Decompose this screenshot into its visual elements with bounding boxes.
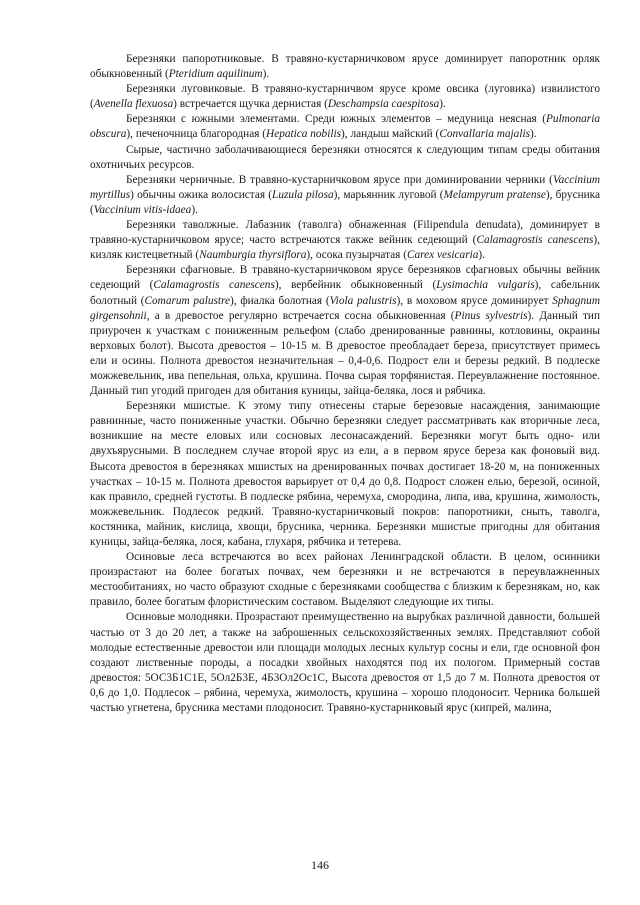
- latin-name: Melampyrum pratense: [443, 188, 546, 201]
- paragraph: [90, 143, 600, 173]
- paragraph: [90, 112, 600, 142]
- text-run: Березняки луговиковые. В травяно-кустарничвом ярусе кроме овсика (луговика) извилистого (: [90, 83, 600, 111]
- paragraph: [90, 263, 600, 399]
- latin-name: Lysimachia vulgaris: [436, 279, 535, 292]
- latin-name: Naumburgia thyrsiflora: [199, 249, 307, 262]
- text-run: ).: [191, 203, 198, 216]
- text-run: ), вербейник обыкновенный (: [274, 279, 437, 292]
- text-run: Осиновые леса встречаются во всех районах Ленинградской области. В целом, осинники произрастают на более богатых почвах, чем березняки и не встречаются в переувлажненных местообитаниях, но часто образуют сходные с березняками сообщества с близким к березнякам, но, как правило, более богатым флористическим составом. Выделяют следующие их типы.: [90, 551, 600, 609]
- text-run: ), кизляк кистецветный (: [90, 234, 600, 262]
- text-run: ) встречается щучка дернистая (: [173, 98, 328, 111]
- text-run: ), фиалка болотная (: [230, 294, 330, 307]
- latin-name: Vaccinium myrtillus: [90, 173, 600, 201]
- latin-name: Pulmonaria obscura: [90, 113, 600, 141]
- latin-name: Vaccinium vitis-idaea: [93, 203, 192, 216]
- page-number: 146: [311, 858, 329, 872]
- text-run: ).: [478, 249, 485, 262]
- text-run: Березняки черничные. В травяно-кустарничковом ярусе при доминировании черники (: [126, 173, 553, 186]
- text-run: Березняки сфагновые. В травяно-кустарничковом ярусе березняков сфагновых обычны вейник седеющий (: [90, 264, 600, 292]
- text-run: , а в древостое регулярно встречается сосна обыкновенная (: [146, 309, 455, 322]
- text-run: Березняки таволжные. Лабазник (таволга) обнаженная (Filipendula denudata), доминирует в травяно-кустарничковом ярусе; часто встречаются также вейник седеющий (: [90, 219, 600, 247]
- text-run: Березняки папоротниковые. В травяно-кустарничковом ярусе доминирует папоротник орляк обыкновенный (: [90, 53, 600, 81]
- latin-name: Pinus sylvestris: [454, 309, 528, 322]
- text-run: ).: [262, 68, 270, 81]
- paragraph: [90, 218, 600, 263]
- latin-name: Pteridium aquilinum: [168, 68, 263, 81]
- text-run: ), печеночница благородная (: [126, 128, 267, 141]
- paragraph: [90, 399, 600, 550]
- text-run: ).: [530, 128, 537, 141]
- latin-name: Carex vesicaria: [406, 249, 479, 262]
- page-body: [90, 52, 600, 716]
- latin-name: Calamagrostis canescens: [153, 279, 275, 292]
- paragraph: [90, 173, 600, 218]
- text-run: ), в моховом ярусе доминирует: [396, 294, 553, 307]
- text-run: Осиновые молодняки. Прозрастают преимущественно на вырубках различной давности, большей частью от 3 до 20 лет, а также на заброшенных сельскохозяйственных землях. Представляют собой молодые естественные древостои или площади молодых лесных культур сосны и ели, где основной фон создают лиственные породы, а посадки хвойных находятся под их пологом. Примерный состав древостоя: 5ОС3Б1С1Е, 5Ол2Б3Е, 4Б3Ол2Ос1С, Высота древостоя от 1,5 до 7 м. Полнота древостоя от 0,6 до 1,0. Подлесок – рябина, черемуха, жимолость, крушина – хорошо плодоносит. Черника большей частью угнетена, брусника местами плодоносит. Травяно-кустарниковый ярус (кипрей, малина,: [90, 611, 600, 715]
- paragraph: [90, 82, 600, 112]
- text-run: ). Данный тип приурочен к участкам с пониженным рельефом (слабо дренированные равнины, котловины, окраины верховых болот). Высота древостоя – 10-15 м. В древостое преобладает береза, присутствует примесь ели и осины. Полнота древостоя незначительная – 0,4-0,6. Подрост ели и березы редкий. В подлеске можжевельник, ива пепельная, ольха, крушина. Почва сырая торфянистая. Переувлажнение постоянное. Данный тип угодий пригоден для обитания куницы, зайца-беляка, лося и рябчика.: [90, 309, 600, 398]
- latin-name: Calamagrostis canescens: [476, 234, 594, 247]
- text-run: ).: [439, 98, 446, 111]
- text-run: ), брусника (: [90, 188, 601, 216]
- paragraph: [90, 52, 600, 82]
- latin-name: Convallaria majalis: [439, 128, 531, 141]
- latin-name: Comarum palustre: [144, 294, 231, 307]
- latin-name: Hepatica nobilis: [266, 128, 342, 141]
- text-run: ), марьянник луговой (: [333, 188, 444, 201]
- latin-name: Luzula pilosa: [272, 188, 334, 201]
- text-run: ), сабельник болотный (: [90, 279, 600, 307]
- text-run: Березняки с южными элементами. Среди южных элементов – медуница неясная (: [126, 113, 547, 126]
- paragraph: [90, 550, 600, 610]
- latin-name: Viola palustris: [329, 294, 397, 307]
- text-run: Сырые, частично заболачивающиеся березняки относятся к следующим типам среды обитания охотничьих ресурсов.: [90, 143, 600, 171]
- latin-name: Deschampsia caespitosa: [327, 98, 440, 111]
- paragraph: [90, 610, 600, 716]
- text-run: Березняки мшистые. К этому типу отнесены старые березовые насаждения, занимающие равнинные, часто пониженные участки. Обычно березняки следует рассматривать как вторичные леса, возникшие на месте еловых или сосновых лесонасаждений. Березняки могут быть одно- или двухъярусными. В последнем случае второй ярус из ели, а в первом ярусе береза как фоновый вид. Высота древостоя в березняках мшистых на дренированных почвах достигает 18-20 м, на пониженных участках – 10-15 м. Полнота древостоя варьирует от 0,4 до 0,8. Подрост сложен елью, березой, осиной, как правило, средней густоты. В подлеске рябина, черемуха, смородина, липа, ива, крушина, жимолость, можжевельник. Подлесок редкий. Травяно-кустарничковый покров: папоротники, сныть, таволга, костяника, майник, кислица, хвощи, брусника, черника. Березняки мшистые пригодны для обитания куницы, зайца-беляка, лося, кабана, глухаря, рябчика и тетерева.: [90, 400, 600, 548]
- text-run: ), ландыш майский (: [341, 128, 440, 141]
- latin-name: Sphagnum girgensohnii: [90, 294, 600, 322]
- text-run: ) обычны ожика волосистая (: [130, 188, 273, 201]
- latin-name: Avenella flexuosa: [93, 98, 174, 111]
- text-run: ), осока пузырчатая (: [306, 249, 407, 262]
